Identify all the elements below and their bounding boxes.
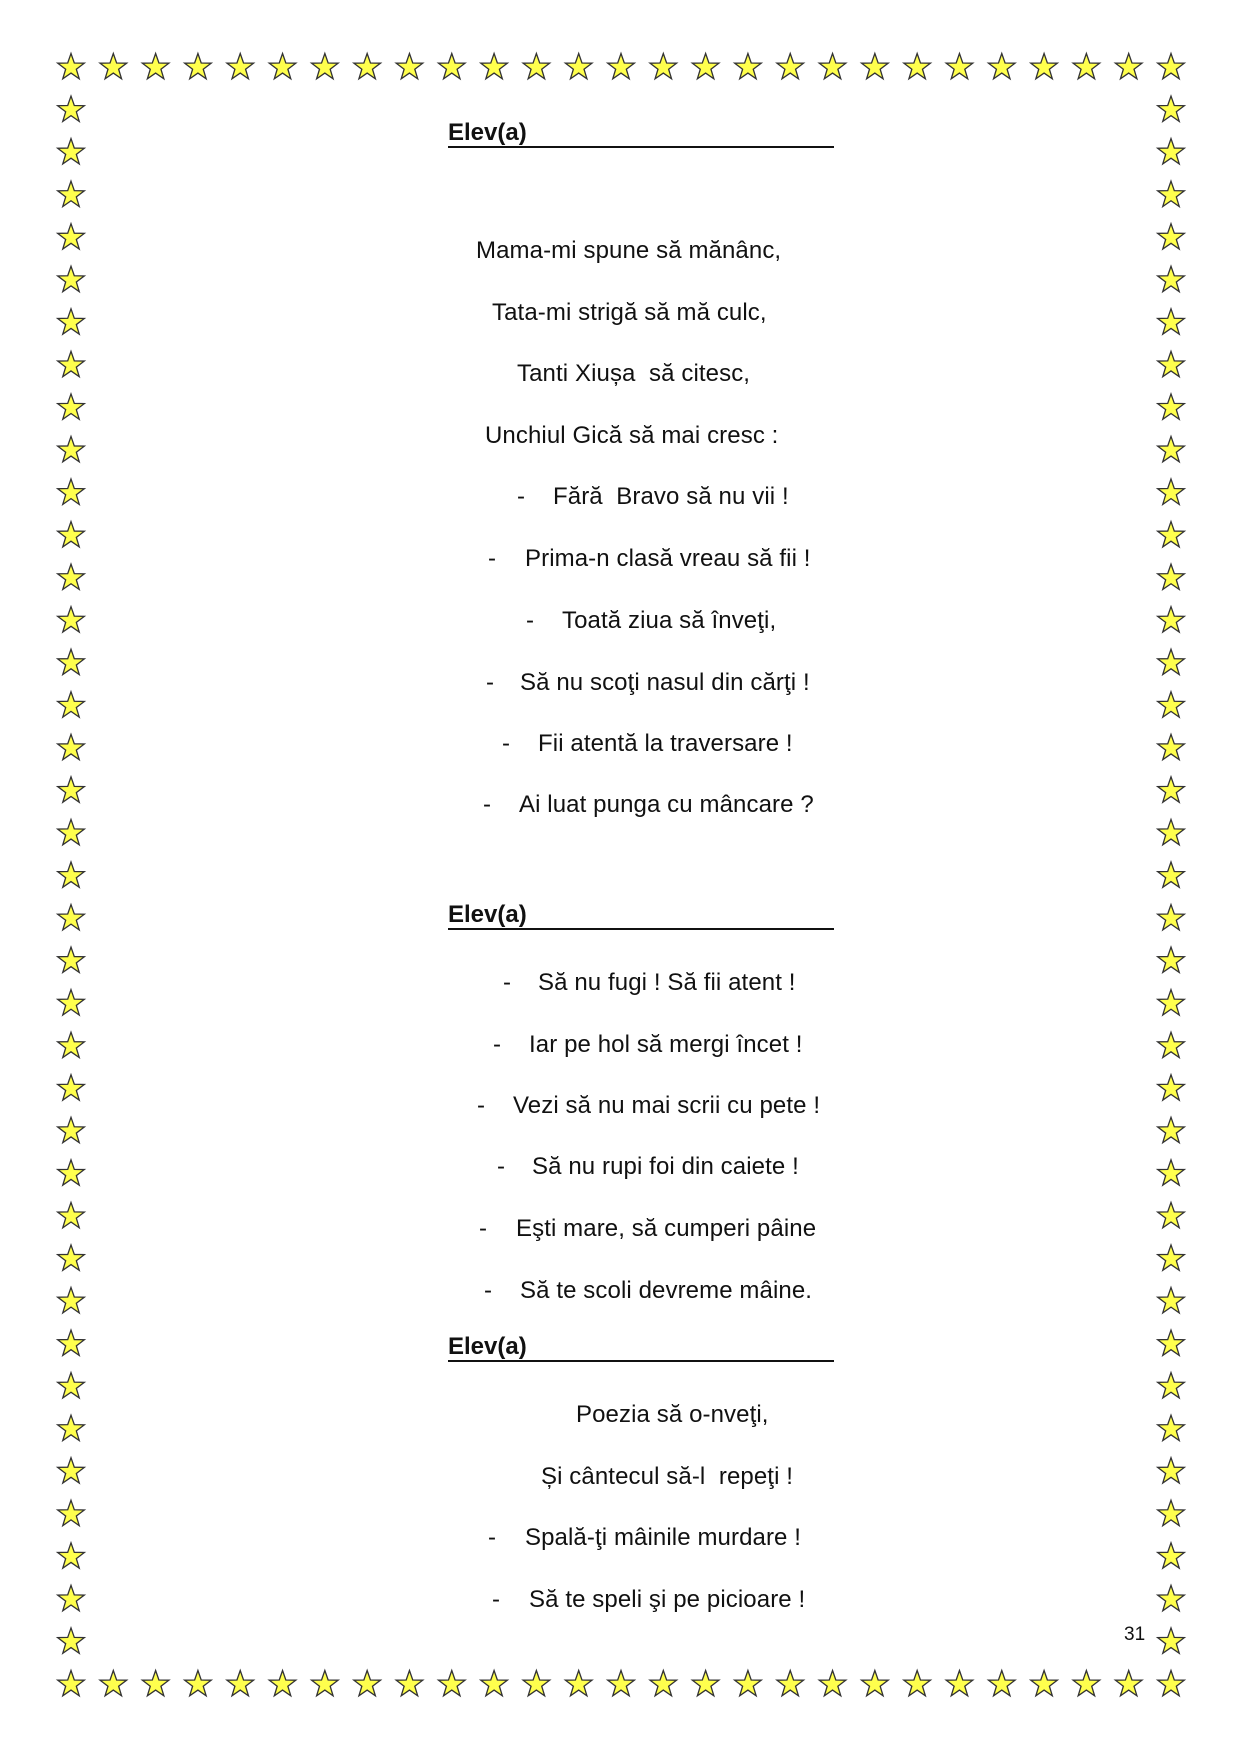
star-icon xyxy=(58,394,85,419)
dash-marker: - xyxy=(492,1586,500,1613)
star-icon xyxy=(100,54,127,79)
star-icon xyxy=(862,54,889,79)
star-icon xyxy=(1158,1628,1185,1653)
star-icon xyxy=(58,862,85,887)
star-icon xyxy=(1031,1671,1058,1696)
star-icon xyxy=(58,692,85,717)
poem-line: Poezia să o-nveţi, xyxy=(576,1401,769,1428)
star-icon xyxy=(58,649,85,674)
star-icon xyxy=(1158,436,1185,461)
star-icon xyxy=(608,54,635,79)
star-icon xyxy=(185,1671,212,1696)
page-number: 31 xyxy=(1124,1624,1146,1645)
star-icon xyxy=(1158,1330,1185,1355)
star-icon xyxy=(58,1117,85,1142)
star-icon xyxy=(58,1543,85,1568)
star-icon xyxy=(1158,1117,1185,1142)
star-icon xyxy=(58,777,85,802)
star-icon xyxy=(58,1330,85,1355)
student-name-heading: Elev(a) xyxy=(448,118,834,148)
star-icon xyxy=(1158,905,1185,930)
star-icon xyxy=(1158,479,1185,504)
dash-marker: - xyxy=(483,791,491,818)
poem-line: Spală-ţi mâinile murdare ! xyxy=(525,1524,802,1551)
star-icon xyxy=(1158,96,1185,121)
star-icon xyxy=(650,54,677,79)
dash-marker: - xyxy=(484,1277,492,1304)
star-icon xyxy=(58,181,85,206)
star-icon xyxy=(1073,1671,1100,1696)
star-icon xyxy=(565,54,592,79)
poem-line: Iar pe hol să mergi încet ! xyxy=(529,1031,803,1058)
star-icon xyxy=(692,1671,719,1696)
student-name-heading: Elev(a) xyxy=(448,900,834,930)
star-icon xyxy=(1158,990,1185,1015)
star-icon xyxy=(58,1245,85,1270)
star-icon xyxy=(1158,1671,1185,1696)
dash-marker: - xyxy=(502,730,510,757)
star-icon xyxy=(1158,777,1185,802)
star-icon xyxy=(1073,54,1100,79)
star-icon xyxy=(1158,649,1185,674)
star-icon xyxy=(58,905,85,930)
star-icon xyxy=(904,54,931,79)
star-icon xyxy=(58,266,85,291)
dash-marker: - xyxy=(488,545,496,572)
star-icon xyxy=(1158,1543,1185,1568)
star-icon xyxy=(1031,54,1058,79)
star-icon xyxy=(142,54,169,79)
star-icon xyxy=(735,54,762,79)
star-icon xyxy=(1158,522,1185,547)
star-icon xyxy=(58,1628,85,1653)
star-icon xyxy=(1158,139,1185,164)
poem-line: Să nu rupi foi din caiete ! xyxy=(532,1153,799,1180)
star-icon xyxy=(650,1671,677,1696)
star-icon xyxy=(58,1075,85,1100)
dash-marker: - xyxy=(503,969,511,996)
poem-line: Tata-mi strigă să mă culc, xyxy=(492,299,767,326)
star-icon xyxy=(58,1373,85,1398)
star-icon xyxy=(100,1671,127,1696)
star-icon xyxy=(1158,1245,1185,1270)
star-icon xyxy=(1158,1202,1185,1227)
star-icon xyxy=(438,54,465,79)
star-icon xyxy=(1158,862,1185,887)
star-icon xyxy=(227,1671,254,1696)
star-icon xyxy=(777,1671,804,1696)
poem-line: Unchiul Gică să mai cresc : xyxy=(485,422,779,449)
star-icon xyxy=(58,436,85,461)
star-icon xyxy=(1158,54,1185,79)
poem-line: Prima-n clasă vreau să fii ! xyxy=(525,545,811,572)
star-icon xyxy=(1115,54,1142,79)
star-icon xyxy=(481,1671,508,1696)
star-icon xyxy=(58,564,85,589)
star-icon xyxy=(565,1671,592,1696)
star-icon xyxy=(58,1585,85,1610)
poem-line: Fără Bravo să nu vii ! xyxy=(553,483,789,510)
poem-line: Și cântecul să-l repeţi ! xyxy=(541,1463,794,1490)
star-icon xyxy=(1158,309,1185,334)
star-icon xyxy=(58,1415,85,1440)
star-icon xyxy=(1115,1671,1142,1696)
poem-line: Toată ziua să înveţi, xyxy=(562,607,777,634)
dash-marker: - xyxy=(526,607,534,634)
star-icon xyxy=(396,54,423,79)
star-icon xyxy=(1158,394,1185,419)
star-icon xyxy=(862,1671,889,1696)
star-icon xyxy=(1158,1500,1185,1525)
dash-marker: - xyxy=(497,1153,505,1180)
star-icon xyxy=(1158,1458,1185,1483)
student-name-heading: Elev(a) xyxy=(448,1332,834,1362)
star-icon xyxy=(1158,181,1185,206)
star-icon xyxy=(1158,224,1185,249)
star-icon xyxy=(58,139,85,164)
poem-line: Să nu scoţi nasul din cărţi ! xyxy=(520,669,810,696)
star-icon xyxy=(58,54,85,79)
star-icon xyxy=(904,1671,931,1696)
poem-line: Să nu fugi ! Să fii atent ! xyxy=(538,969,796,996)
star-icon xyxy=(58,947,85,972)
star-icon xyxy=(269,54,296,79)
star-icon xyxy=(523,54,550,79)
star-icon xyxy=(1158,1160,1185,1185)
poem-line: Mama-mi spune să mănânc, xyxy=(476,237,782,264)
star-icon xyxy=(608,1671,635,1696)
star-icon xyxy=(142,1671,169,1696)
star-icon xyxy=(312,54,339,79)
star-icon xyxy=(1158,351,1185,376)
star-icon xyxy=(58,522,85,547)
star-icon xyxy=(1158,1288,1185,1313)
poem-line: Să te scoli devreme mâine. xyxy=(520,1277,813,1304)
star-icon xyxy=(1158,1032,1185,1057)
star-icon xyxy=(1158,266,1185,291)
star-icon xyxy=(58,607,85,632)
star-icon xyxy=(58,96,85,121)
star-icon xyxy=(1158,947,1185,972)
dash-marker: - xyxy=(517,483,525,510)
star-icon xyxy=(269,1671,296,1696)
dash-marker: - xyxy=(486,669,494,696)
star-icon xyxy=(1158,607,1185,632)
poem-line: Vezi să nu mai scrii cu pete ! xyxy=(513,1092,821,1119)
star-icon xyxy=(58,224,85,249)
star-icon xyxy=(354,54,381,79)
star-icon xyxy=(58,1160,85,1185)
star-icon xyxy=(1158,1075,1185,1100)
star-icon xyxy=(58,1202,85,1227)
star-icon xyxy=(819,54,846,79)
star-icon xyxy=(1158,564,1185,589)
star-icon xyxy=(819,1671,846,1696)
star-icon xyxy=(58,351,85,376)
star-icon xyxy=(227,54,254,79)
star-icon xyxy=(58,309,85,334)
star-icon xyxy=(481,54,508,79)
star-icon xyxy=(1158,734,1185,759)
poem-line: Fii atentă la traversare ! xyxy=(538,730,793,757)
star-icon xyxy=(58,819,85,844)
star-icon xyxy=(396,1671,423,1696)
star-icon xyxy=(58,1458,85,1483)
dash-marker: - xyxy=(477,1092,485,1119)
dash-marker: - xyxy=(479,1215,487,1242)
star-icon xyxy=(946,1671,973,1696)
poem-line: Să te speli şi pe picioare ! xyxy=(529,1586,806,1613)
star-icon xyxy=(988,54,1015,79)
star-icon xyxy=(354,1671,381,1696)
star-icon xyxy=(1158,1585,1185,1610)
star-icon xyxy=(946,54,973,79)
star-icon xyxy=(58,990,85,1015)
star-icon xyxy=(523,1671,550,1696)
star-icon xyxy=(58,734,85,759)
poem-line: Tanti Xiușa să citesc, xyxy=(517,360,751,387)
star-icon xyxy=(1158,819,1185,844)
dash-marker: - xyxy=(488,1524,496,1551)
star-icon xyxy=(58,1288,85,1313)
star-icon xyxy=(1158,1415,1185,1440)
poem-line: Eşti mare, să cumperi pâine xyxy=(516,1215,817,1242)
dash-marker: - xyxy=(493,1031,501,1058)
star-icon xyxy=(58,479,85,504)
poem-line: Ai luat punga cu mâncare ? xyxy=(519,791,814,818)
star-icon xyxy=(1158,1373,1185,1398)
star-icon xyxy=(692,54,719,79)
star-icon xyxy=(312,1671,339,1696)
star-icon xyxy=(58,1500,85,1525)
star-icon xyxy=(438,1671,465,1696)
star-icon xyxy=(735,1671,762,1696)
star-icon xyxy=(58,1671,85,1696)
star-icon xyxy=(1158,692,1185,717)
star-icon xyxy=(58,1032,85,1057)
star-icon xyxy=(777,54,804,79)
star-icon xyxy=(185,54,212,79)
star-icon xyxy=(988,1671,1015,1696)
